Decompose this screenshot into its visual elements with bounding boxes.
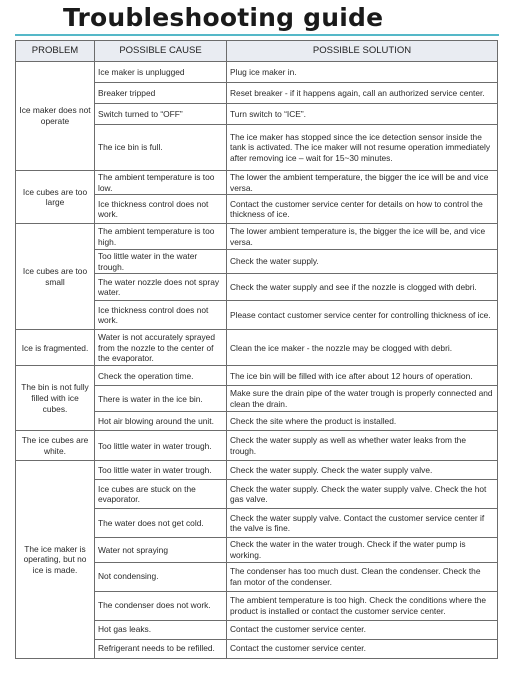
cause-cell: The ice bin is full. [95, 125, 227, 171]
solution-cell: Reset breaker - if it happens again, call an authorized service center. [227, 83, 498, 104]
solution-cell: Check the water supply and see if the nozzle is clogged with debri. [227, 274, 498, 301]
table-row [16, 431, 498, 461]
solution-cell: The lower ambient temperature is, the bigger the ice will be, and vice versa. [227, 224, 498, 250]
cause-cell: Check the operation time. [95, 366, 227, 386]
problem-cell: Ice cubes are too large [16, 171, 95, 224]
solution-cell: The ice bin will be filled with ice after about 12 hours of operation. [227, 366, 498, 386]
solution-cell: Make sure the drain pipe of the water trough is properly connected and clean the drain. [227, 386, 498, 412]
table-row [16, 62, 498, 83]
troubleshooting-table [15, 40, 498, 659]
cause-cell: Refrigerant needs to be refilled. [95, 639, 227, 658]
cause-cell: There is water in the ice bin. [95, 386, 227, 412]
cause-cell: The water does not get cold. [95, 509, 227, 538]
problem-cell: Ice maker does not operate [16, 62, 95, 171]
solution-cell: Check the water supply valve. Contact the customer service center if the valve is fine. [227, 509, 498, 538]
cause-cell: The ambient temperature is too low. [95, 171, 227, 195]
problem-cell: The bin is not fully filled with ice cubes. [16, 366, 95, 431]
page-title: Troubleshooting guide [63, 3, 384, 32]
cause-cell: Too little water in water trough. [95, 431, 227, 461]
solution-cell: The ice maker has stopped since the ice detection sensor inside the tank is activated. The ice maker will not resume operation immediately after removing ice – wait for 15~30 minutes. [227, 125, 498, 171]
cause-cell: The condenser does not work. [95, 591, 227, 620]
table-row [16, 366, 498, 386]
header-problem: PROBLEM [16, 41, 95, 62]
cause-cell: Breaker tripped [95, 83, 227, 104]
solution-cell: Check the site where the product is installed. [227, 412, 498, 431]
solution-cell: Check the water in the water trough. Check if the water pump is working. [227, 538, 498, 562]
cause-cell: Ice thickness control does not work. [95, 195, 227, 224]
cause-cell: Water not spraying [95, 538, 227, 562]
solution-cell: Please contact customer service center for controlling thickness of ice. [227, 301, 498, 330]
cause-cell: Water is not accurately sprayed from the nozzle to the center of the evaporator. [95, 330, 227, 366]
solution-cell: Contact the customer service center for details on how to control the thickness of ice. [227, 195, 498, 224]
problem-cell: Ice cubes are too small [16, 224, 95, 330]
cause-cell: Hot air blowing around the unit. [95, 412, 227, 431]
cause-cell: Too little water in the water trough. [95, 250, 227, 274]
problem-cell: The ice cubes are white. [16, 431, 95, 461]
problem-cell: The ice maker is operating, but no ice is made. [16, 461, 95, 658]
cause-cell: The ambient temperature is too high. [95, 224, 227, 250]
table-row [16, 171, 498, 195]
cause-cell: Not condensing. [95, 562, 227, 591]
header-row [16, 41, 498, 62]
cause-cell: Too little water in water trough. [95, 461, 227, 480]
cause-cell: Ice cubes are stuck on the evaporator. [95, 480, 227, 509]
solution-cell: Clean the ice maker - the nozzle may be clogged with debri. [227, 330, 498, 366]
table-row [16, 461, 498, 480]
solution-cell: Plug ice maker in. [227, 62, 498, 83]
header-cause: POSSIBLE CAUSE [95, 41, 227, 62]
table-row [16, 330, 498, 366]
cause-cell: Ice thickness control does not work. [95, 301, 227, 330]
solution-cell: The lower the ambient temperature, the bigger the ice will be and vice versa. [227, 171, 498, 195]
cause-cell: Switch turned to “OFF” [95, 104, 227, 125]
cause-cell: The water nozzle does not spray water. [95, 274, 227, 301]
header-solution: POSSIBLE SOLUTION [227, 41, 498, 62]
solution-cell: The condenser has too much dust. Clean the condenser. Check the fan motor of the condenser. [227, 562, 498, 591]
title-underline [15, 34, 499, 36]
solution-cell: Turn switch to “ICE”. [227, 104, 498, 125]
solution-cell: Check the water supply. [227, 250, 498, 274]
solution-cell: Check the water supply as well as whether water leaks from the trough. [227, 431, 498, 461]
solution-cell: Check the water supply. Check the water supply valve. [227, 461, 498, 480]
cause-cell: Ice maker is unplugged [95, 62, 227, 83]
solution-cell: Check the water supply. Check the water supply valve. Check the hot gas valve. [227, 480, 498, 509]
table-row [16, 224, 498, 250]
solution-cell: The ambient temperature is too high. Check the conditions where the product is installed or contact the customer service center. [227, 591, 498, 620]
cause-cell: Hot gas leaks. [95, 620, 227, 639]
solution-cell: Contact the customer service center. [227, 639, 498, 658]
problem-cell: Ice is fragmented. [16, 330, 95, 366]
solution-cell: Contact the customer service center. [227, 620, 498, 639]
